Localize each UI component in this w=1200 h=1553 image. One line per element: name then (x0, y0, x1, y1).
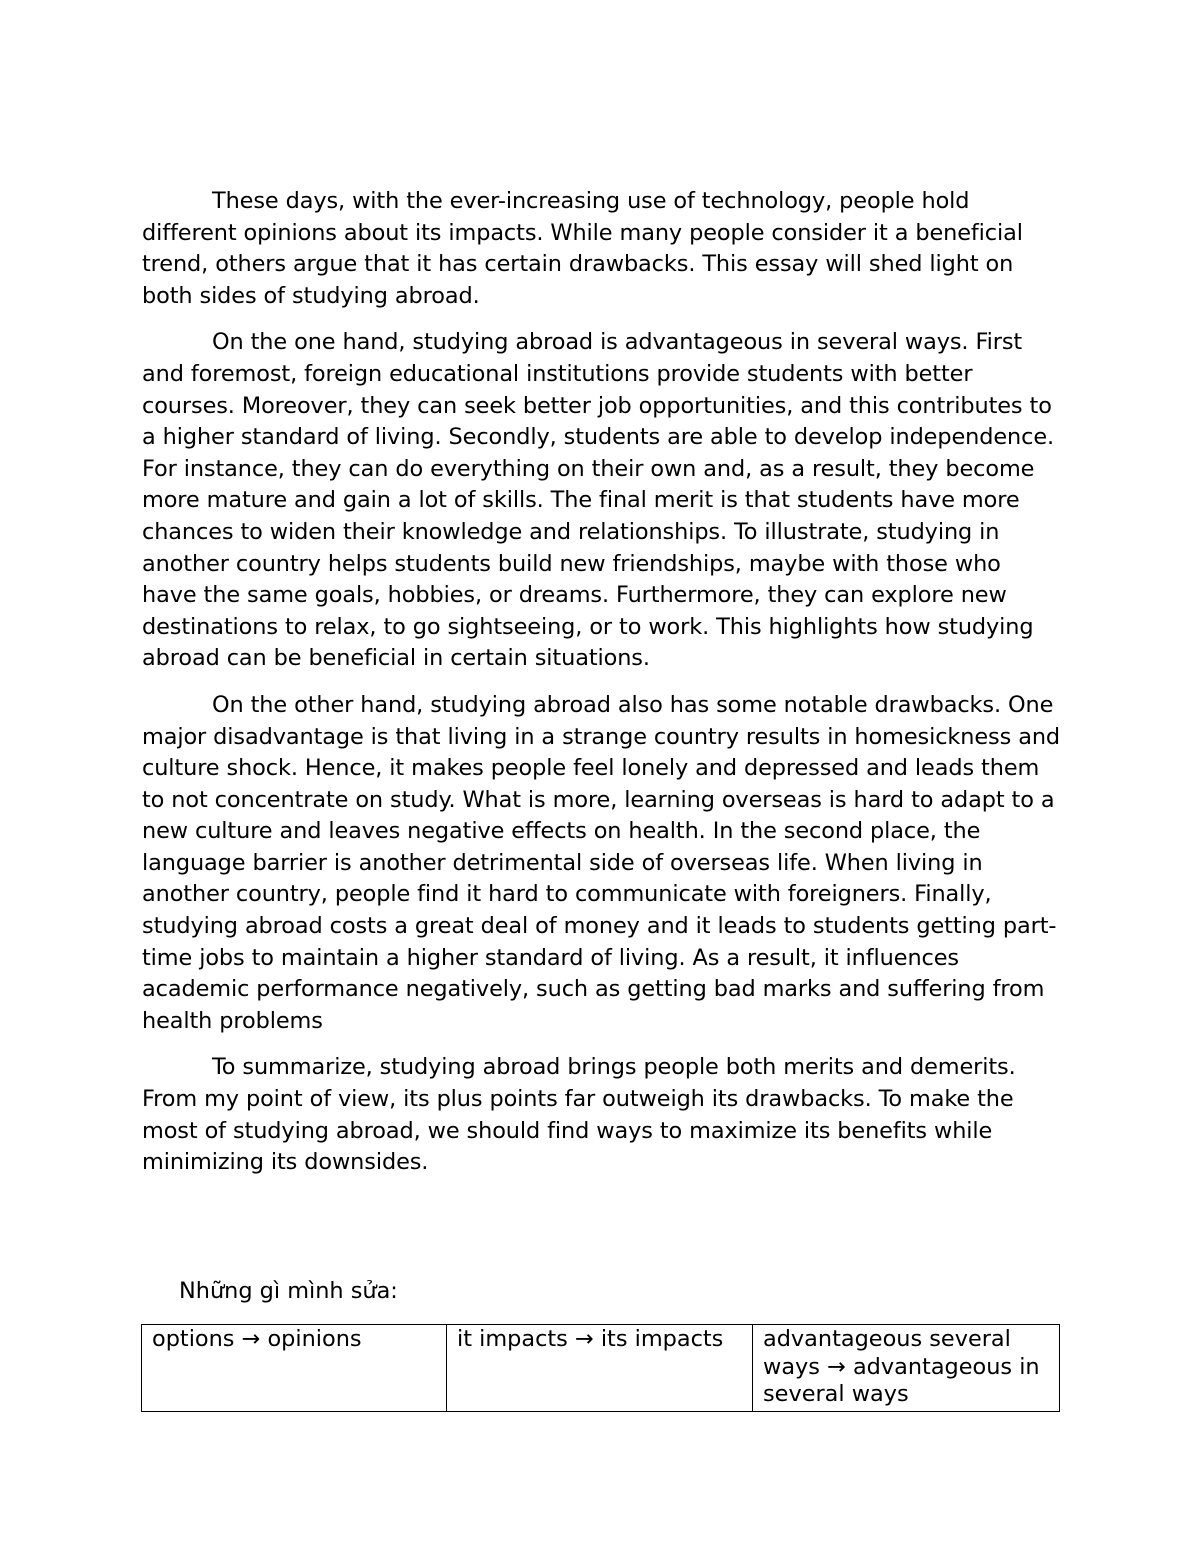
table-cell: it impacts → its impacts (447, 1325, 753, 1412)
corrections-label: Những gì mình sửa: (179, 1278, 398, 1304)
essay-paragraph-conclusion (142, 1052, 1062, 1178)
paragraph-text: To summarize, studying abroad brings people both merits and demerits. From my point of view, its plus points far outweigh its drawbacks. To make the most of studying abroad, we should find ways to maximize its benefits while minimizing its downsides. (142, 1054, 1016, 1176)
table-cell: options → opinions (142, 1325, 447, 1412)
essay-paragraph-drawbacks (142, 690, 1062, 1038)
essay-paragraph-intro (142, 186, 1062, 312)
table-cell: advantageous several ways → advantageous in several ways (753, 1325, 1060, 1412)
table-row (142, 1325, 1060, 1412)
paragraph-text: On the one hand, studying abroad is advantageous in several ways. First and foremost, foreign educational institutions provide students with better courses. Moreover, they can seek better job opportunities, and this contributes to a higher standard of living. Secondly, students are able to develop independence. For instance, they can do everything on their own and, as a result, they become more mature and gain a lot of skills. The final merit is that students have more chances to widen their knowledge and relationships. To illustrate, studying in another country helps students build new friendships, maybe with those who have the same goals, hobbies, or dreams. Furthermore, they can explore new destinations to relax, to go sightseeing, or to work. This highlights how studying abroad can be beneficial in certain situations. (142, 329, 1055, 672)
essay-body (142, 186, 1062, 1194)
paragraph-text: These days, with the ever-increasing use of technology, people hold different opinions about its impacts. While many people consider it a beneficial trend, others argue that it has certain drawbacks. This essay will shed light on both sides of studying abroad. (142, 188, 1023, 309)
paragraph-text: On the other hand, studying abroad also has some notable drawbacks. One major disadvantage is that living in a strange country results in homesickness and culture shock. Hence, it makes people feel lonely and depressed and leads them to not concentrate on study. What is more, learning overseas is hard to adapt to a new culture and leaves negative effects on health. In the second place, the language barrier is another detrimental side of overseas life. When living in another country, people find it hard to communicate with foreigners. Finally, studying abroad costs a great deal of money and it leads to students getting part-time jobs to maintain a higher standard of living. As a result, it influences academic performance negatively, such as getting bad marks and suffering from health problems (142, 691, 1061, 1034)
corrections-table (141, 1324, 1060, 1412)
essay-paragraph-advantages (142, 327, 1062, 675)
